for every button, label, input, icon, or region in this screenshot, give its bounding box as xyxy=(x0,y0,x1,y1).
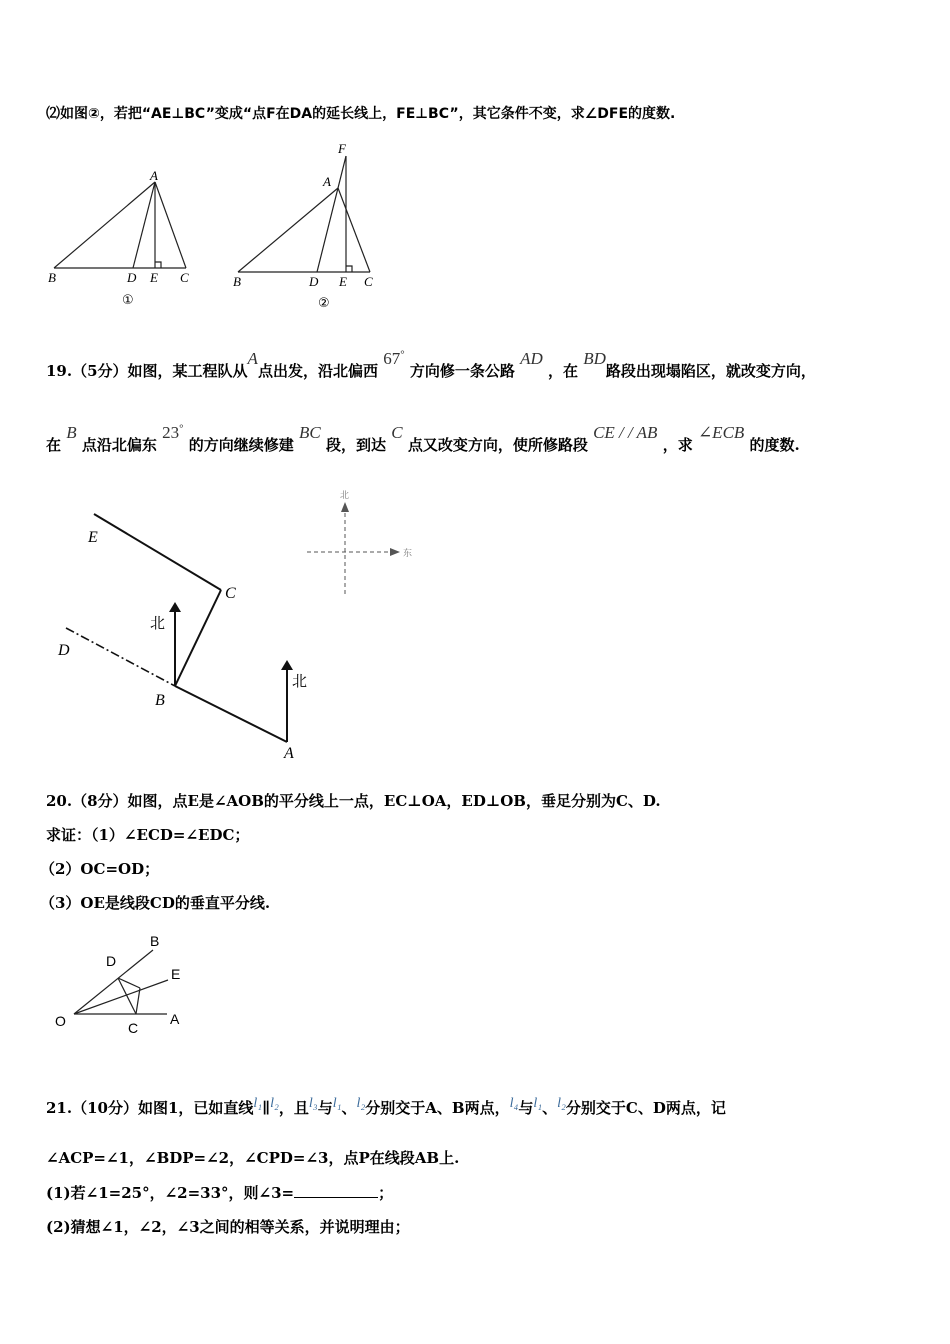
road-CB xyxy=(175,590,221,686)
fig18-1-caption: ① xyxy=(122,292,134,307)
fig20-label-D: D xyxy=(106,953,117,969)
fig20-label-B: B xyxy=(150,933,160,949)
q19-text: 方向修一条公路 xyxy=(409,362,515,380)
q21-line-1 xyxy=(46,1097,726,1118)
q19-var-A: A xyxy=(247,349,258,368)
q21-q1-end: ； xyxy=(378,1184,394,1202)
q21-line-l2c: l₂ xyxy=(557,1096,566,1111)
q21-line-l1: l₁ xyxy=(253,1096,263,1111)
fig18-2-label-E: E xyxy=(339,274,347,289)
fig19-label-A: A xyxy=(284,745,294,762)
figure-18 xyxy=(0,0,950,330)
q20-line-4: （3）OE是线段CD的垂直平分线. xyxy=(40,894,271,912)
fig18-1-label-D: D xyxy=(127,270,137,285)
fig18-2-label-D: D xyxy=(309,274,319,289)
q19-var-CE-AB: CE / / AB xyxy=(593,423,658,442)
q19-text: 路段出现塌陷区，就改变方向， xyxy=(605,362,816,380)
q18-part2-text: ⑵如图②，若把“AE⊥BC”变成“点F在DA的延长线上，FE⊥BC”，其它条件不变，求∠DFE的度数. xyxy=(46,106,676,122)
q19-text: 点出发，沿北偏西 xyxy=(257,362,378,380)
compass-east-arrow-icon xyxy=(390,548,400,556)
q21-line-l1b: l₁ xyxy=(332,1096,342,1111)
fig18-2-label-A: A xyxy=(323,174,331,189)
fig18-2-label-B: B xyxy=(233,274,241,289)
fig18-2-label-C: C xyxy=(364,274,373,289)
fig19-north-label-1: 北 xyxy=(150,614,166,632)
q20-line-2: 求证：（1）∠ECD=∠EDC； xyxy=(46,826,250,844)
q19-text: 点沿北偏东 xyxy=(81,436,157,454)
q19-text: 在 xyxy=(46,436,62,454)
q21-q1-text: (1)若∠1=25°，∠2=33°，则∠3= xyxy=(46,1184,295,1202)
q19-angle-67: 67° xyxy=(383,348,405,368)
q21-line-l4: l₄ xyxy=(509,1096,519,1111)
q21-text: 分别交于A、B两点， xyxy=(365,1099,510,1117)
q21-line-l2: l₂ xyxy=(270,1096,279,1111)
q19-var-C: C xyxy=(391,423,403,442)
q19-line-2 xyxy=(46,422,800,455)
north-arrow-B-head xyxy=(169,602,181,612)
q21-sep: 、 xyxy=(542,1099,558,1117)
compass-north-arrow-icon xyxy=(341,502,349,512)
q19-text: 的方向继续修建 xyxy=(188,436,294,454)
fig19-label-B: B xyxy=(155,692,165,709)
q19-text: 的度数. xyxy=(749,436,800,454)
fig19-label-C: C xyxy=(225,585,236,602)
q19-var-BC: BC xyxy=(299,423,321,442)
fig18-2-label-F: F xyxy=(338,141,346,156)
q21-text: ，且 xyxy=(278,1099,309,1117)
q21-text: 与 xyxy=(317,1099,333,1117)
fig19-label-E: E xyxy=(88,529,98,546)
seg-DC xyxy=(118,978,136,1014)
figure-19 xyxy=(0,480,950,770)
road-BA xyxy=(175,686,287,742)
q21-line-l3: l₃ xyxy=(308,1096,318,1111)
fig18-1-label-C: C xyxy=(180,270,189,285)
q19-line-1 xyxy=(46,348,816,381)
figure-20 xyxy=(0,920,950,1040)
q19-text: 段，到达 xyxy=(325,436,386,454)
q21-text: 21.（10分）如图1，已如直线 xyxy=(46,1099,254,1117)
q19-var-B: B xyxy=(66,423,77,442)
q21-line-3 xyxy=(46,1182,393,1203)
q19-text: 19.（5分）如图，某工程队从 xyxy=(46,362,248,380)
q21-line-l2b: l₂ xyxy=(356,1096,366,1111)
q20-line-3: （2）OC=OD； xyxy=(40,860,160,878)
fig18-2-caption: ② xyxy=(318,295,330,310)
figure-18-diagram-2 xyxy=(238,156,370,272)
q19-text: ，在 xyxy=(547,362,578,380)
q20-line-1: 20.（8分）如图，点E是∠AOB的平分线上一点，EC⊥OA，ED⊥OB，垂足分别为C、D. xyxy=(46,792,661,810)
figure-18-diagram-1 xyxy=(54,182,186,268)
q21-answer-blank[interactable] xyxy=(294,1183,378,1198)
q19-var-AD: AD xyxy=(520,349,543,368)
fig20-label-C: C xyxy=(128,1020,139,1036)
compass-north-label: 北 xyxy=(340,491,350,501)
road-EC xyxy=(94,514,221,590)
q21-text: 分别交于C、D两点，记 xyxy=(565,1099,726,1117)
seg-DE xyxy=(118,978,140,988)
north-arrow-A-head xyxy=(281,660,293,670)
q21-line-2: ∠ACP=∠1，∠BDP=∠2，∠CPD=∠3，点P在线段AB上. xyxy=(46,1149,460,1167)
fig20-label-O: O xyxy=(55,1013,66,1029)
compass-east-label: 东 xyxy=(403,549,413,559)
fig18-1-label-B: B xyxy=(48,270,56,285)
fig20-label-E: E xyxy=(171,966,181,982)
fig19-label-D: D xyxy=(58,642,70,659)
fig20-label-A: A xyxy=(170,1011,180,1027)
q21-parallel: ∥ xyxy=(262,1099,271,1117)
q21-sep: 、 xyxy=(341,1099,357,1117)
fig18-1-label-E: E xyxy=(150,270,158,285)
fig19-north-label-2: 北 xyxy=(292,672,308,690)
q21-text: 与 xyxy=(518,1099,534,1117)
q19-angle-23: 23° xyxy=(162,422,184,442)
q21-line-4: (2)猜想∠1，∠2，∠3之间的相等关系，并说明理由； xyxy=(46,1218,410,1236)
q21-line-l1c: l₁ xyxy=(533,1096,543,1111)
q19-text: ，求 xyxy=(662,436,693,454)
q19-text: 点又改变方向，使所修路段 xyxy=(407,436,588,454)
q19-var-BD: BD xyxy=(583,349,606,368)
q19-var-ECB: ∠ECB xyxy=(697,423,745,442)
compass xyxy=(307,506,394,594)
fig18-1-label-A: A xyxy=(150,168,158,183)
road-DB xyxy=(66,628,175,686)
